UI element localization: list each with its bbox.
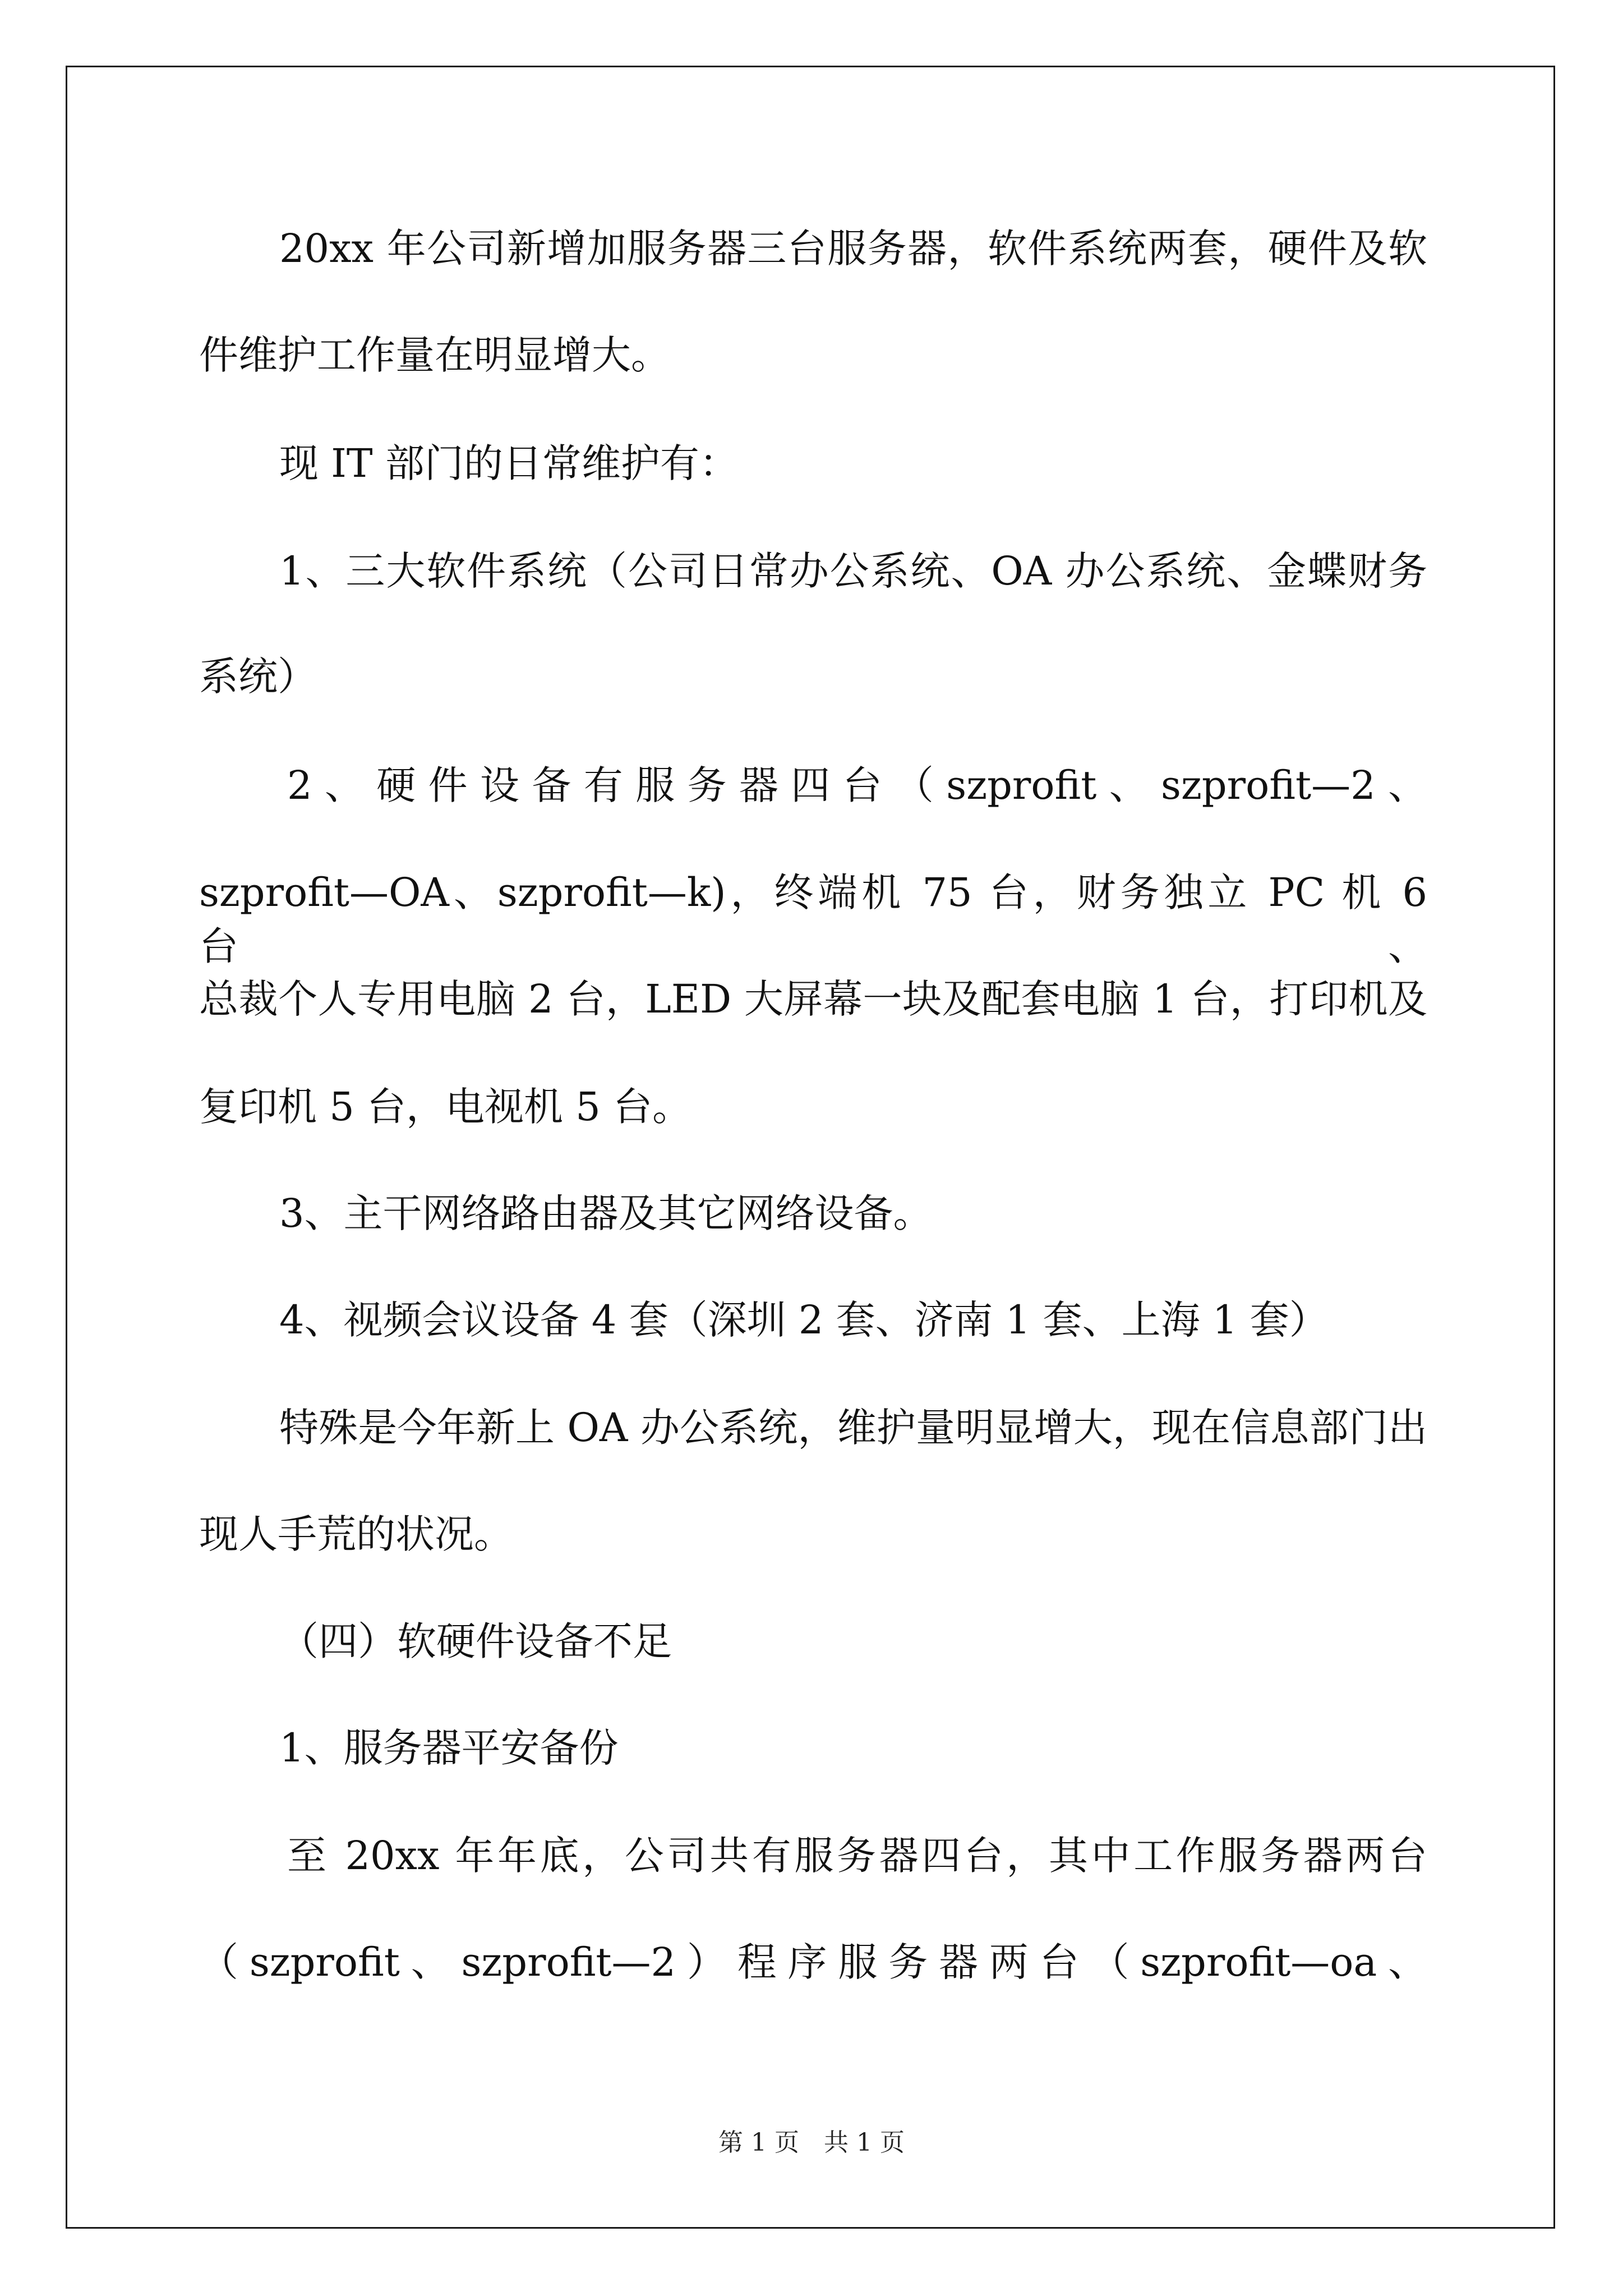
- text-line-8: 总裁个人专用电脑 2 台，LED 大屏幕一块及配套电脑 1 台，打印机及: [199, 976, 1427, 1022]
- text-line-3: 现 IT 部门的日常维护有：: [279, 440, 739, 486]
- text-line-5: 系统）: [199, 654, 317, 700]
- text-line-11: 4、视频会议设备 4 套（深圳 2 套、济南 1 套、上海 1 套）: [279, 1297, 1329, 1343]
- text-line-7: szprofit—OA、szprofit—k)，终端机 75 台，财务独立 PC 机 6 台、: [199, 869, 1427, 969]
- page-border: [66, 66, 1555, 2229]
- page-footer: 第 1 页 共 1 页: [718, 2128, 905, 2157]
- text-line-1: 20xx 年公司新增加服务器三台服务器，软件系统两套，硬件及软: [279, 226, 1427, 272]
- text-line-16: 至 20xx 年年底，公司共有服务器四台，其中工作服务器两台: [287, 1833, 1427, 1879]
- text-line-4: 1、三大软件系统（公司日常办公系统、OA 办公系统、金蝶财务: [279, 548, 1427, 594]
- text-line-13: 现人手荒的状况。: [199, 1511, 513, 1557]
- text-line-2: 件维护工作量在明显增大。: [199, 332, 670, 378]
- text-line-17: （szprofit、szprofit—2）程序服务器两台（szprofit—oa、: [199, 1939, 1427, 1985]
- subheading: 1、服务器平安备份: [279, 1725, 619, 1771]
- text-line-6: 2、硬件设备有服务器四台（szprofit、szprofit—2、: [287, 762, 1427, 808]
- text-line-9: 复印机 5 台，电视机 5 台。: [199, 1084, 692, 1130]
- section-heading: （四）软硬件设备不足: [279, 1618, 672, 1664]
- text-line-12: 特殊是今年新上 OA 办公系统，维护量明显增大，现在信息部门出: [279, 1405, 1427, 1451]
- text-line-10: 3、主干网络路由器及其它网络设备。: [279, 1190, 933, 1236]
